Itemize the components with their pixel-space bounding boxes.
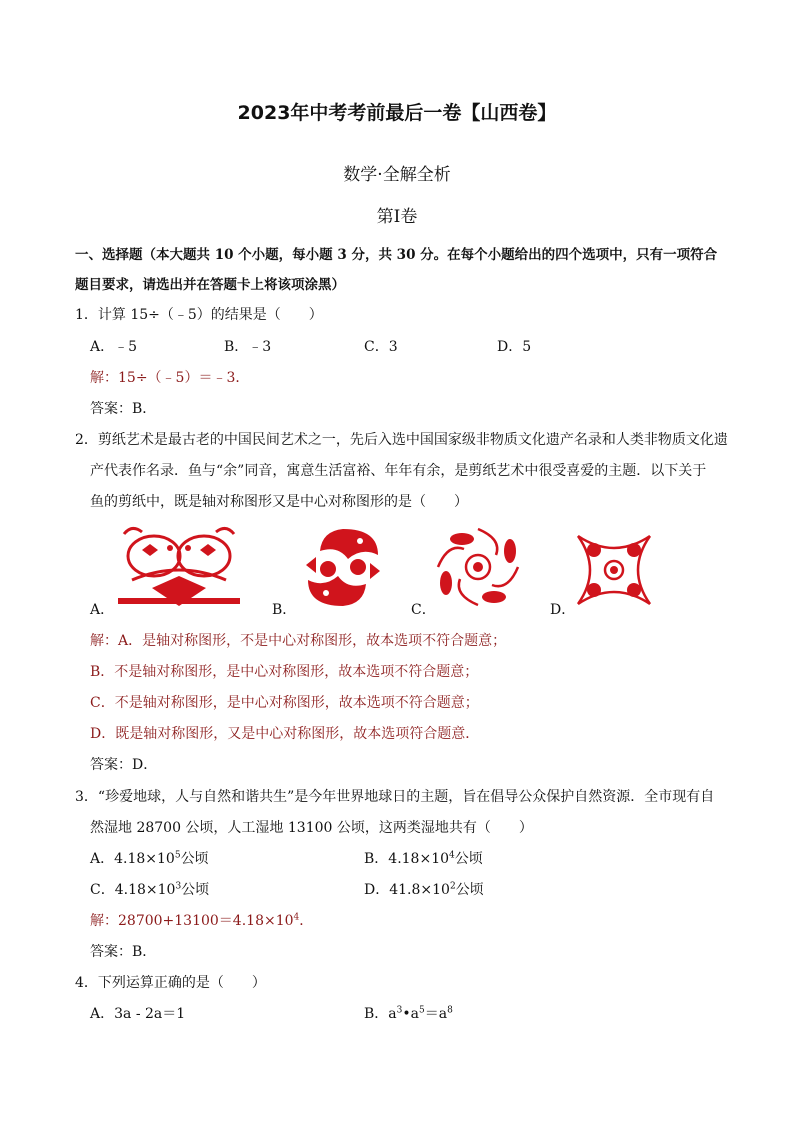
- q2-option-b-label: B．: [272, 602, 297, 618]
- page-title: 2023年中考考前最后一卷【山西卷】: [237, 102, 557, 124]
- q1-solution: 解：15÷（﹣5）＝﹣3．: [90, 370, 250, 386]
- q3-stem-line2: 然湿地 28700 公顷，人工湿地 13100 公顷，这两类湿地共有（ ）: [90, 820, 533, 836]
- q4-option-a: A．3a - 2a＝1: [90, 1006, 186, 1022]
- q3-option-b: B．$4.18\times 10^4$公顷: [364, 850, 483, 867]
- q2-solution-a: 解：A．是轴对称图形，不是中心对称图形，故本选项不符合题意；: [90, 633, 507, 649]
- q2-option-a-label: A．: [90, 602, 115, 618]
- q2-solution-c: C．不是轴对称图形，是中心对称图形，故本选项不符合题意；: [90, 695, 479, 711]
- q2-answer: 答案：D．: [90, 757, 158, 773]
- q1-answer: 答案：B．: [90, 401, 157, 417]
- q4-stem: 4．下列运算正确的是（ ）: [75, 975, 266, 991]
- section-heading-line2: 题目要求，请选出并在答题卡上将该项涂黑）: [75, 277, 345, 293]
- q4-option-b: B．$a^3•a^5=a^8$: [364, 1005, 453, 1022]
- q3-answer: 答案：B．: [90, 944, 157, 960]
- q3-solution: 解：$28700+13100=4.18\times 10^4$．: [90, 912, 314, 929]
- q1-option-c: C．3: [364, 339, 398, 355]
- papercut-fish-cross-image-d: [572, 530, 656, 610]
- q2-stem-line1: 2．剪纸艺术是最古老的中国民间艺术之一，先后入选中国国家级非物质文化遗产名录和人类非物质文化遗: [75, 432, 728, 448]
- q2-stem-line3: 鱼的剪纸中，既是轴对称图形又是中心对称图形的是（ ）: [90, 494, 468, 510]
- q1-option-b: B．﹣3: [224, 339, 272, 355]
- papercut-fish-swirl-image-b: [298, 525, 388, 610]
- q2-option-c-label: C．: [411, 602, 436, 618]
- papercut-fish-pair-image-a: [112, 520, 246, 610]
- q2-option-d-label: D．: [550, 602, 576, 618]
- q2-solution-d: D．既是轴对称图形，又是中心对称图形，故本选项符合题意．: [90, 726, 480, 742]
- section-heading-line1: 一、选择题（本大题共 10 个小题，每小题 3 分，共 30 分。在每个小题给出的四个选项中，只有一项符合: [75, 247, 718, 263]
- q3-option-d: D．$41.8\times 10^2$公顷: [364, 881, 484, 898]
- volume-label: 第Ⅰ卷: [376, 207, 418, 227]
- q3-stem-line1: 3．“珍爱地球，人与自然和谐共生”是今年世界地球日的主题，旨在倡导公众保护自然资源．全市现有自: [75, 789, 715, 805]
- q2-solution-b: B．不是轴对称图形，是中心对称图形，故本选项不符合题意；: [90, 664, 479, 680]
- papercut-fish-circle-image-c: [432, 525, 524, 610]
- page-subtitle: 数学·全解全析: [343, 165, 451, 185]
- q3-option-c: C．$4.18\times 10^3$公顷: [90, 881, 210, 898]
- q3-option-a: A．$4.18\times 10^5$公顷: [90, 850, 209, 867]
- q1-stem: 1．计算 15÷（﹣5）的结果是（ ）: [75, 307, 323, 323]
- q1-option-a: A．﹣5: [90, 339, 138, 355]
- q1-option-d: D．5: [497, 339, 532, 355]
- q2-stem-line2: 产代表作名录．鱼与“余”同音，寓意生活富裕、年年有余，是剪纸艺术中很受喜爱的主题．以下关于: [90, 463, 707, 479]
